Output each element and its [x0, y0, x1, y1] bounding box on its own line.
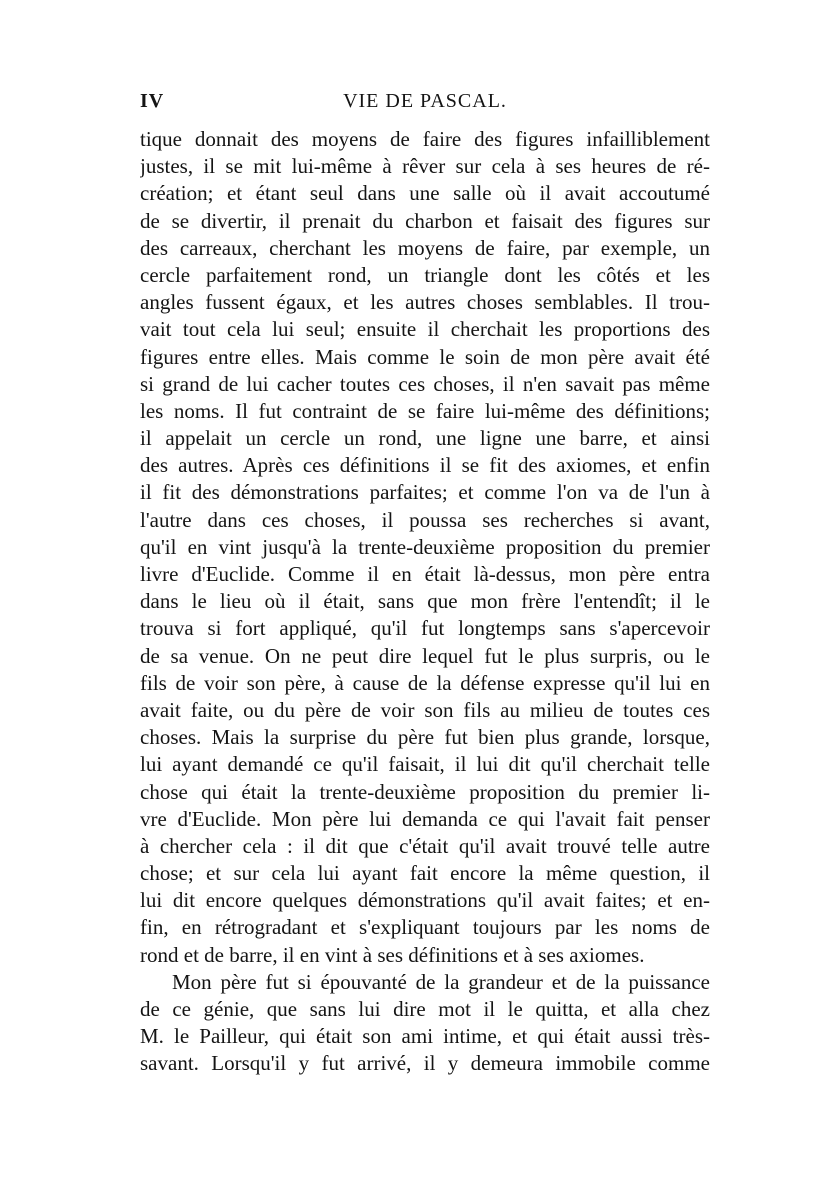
text-line: création; et étant seul dans une salle où il avait accoutumé	[140, 181, 710, 206]
text-line: choses. Mais la surprise du père fut bien plus grande, lorsque,	[140, 725, 710, 750]
text-line: justes, il se mit lui-même à rêver sur cela à ses heures de ré-	[140, 154, 710, 179]
paragraph-2	[140, 969, 710, 1078]
text-line: vait tout cela lui seul; ensuite il cherchait les proportions des	[140, 317, 710, 342]
text-line: il appelait un cercle un rond, une ligne une barre, et ainsi	[140, 426, 710, 451]
text-line: les noms. Il fut contraint de se faire lui-même des définitions;	[140, 398, 710, 423]
text-line: cercle parfaitement rond, un triangle dont les côtés et les	[140, 262, 710, 287]
text-line: fils de voir son père, à cause de la défense expresse qu'il lui en	[140, 670, 710, 695]
text-line: des autres. Après ces définitions il se fit des axiomes, et enfin	[140, 453, 710, 478]
text-line: avait faite, ou du père de voir son fils au milieu de toutes ces	[140, 697, 710, 722]
text-line: figures entre elles. Mais comme le soin de mon père avait été	[140, 344, 710, 369]
text-line: si grand de lui cacher toutes ces choses, il n'en savait pas même	[140, 371, 710, 396]
text-line: trouva si fort appliqué, qu'il fut longtemps sans s'apercevoir	[140, 616, 710, 641]
text-line: Mon père fut si épouvanté de la grandeur et de la puissance	[172, 969, 710, 994]
text-line: rond et de barre, il en vint à ses définitions et à ses axiomes.	[140, 942, 645, 967]
text-line: angles fussent égaux, et les autres choses semblables. Il trou-	[140, 290, 710, 315]
text-line: M. le Pailleur, qui était son ami intime, et qui était aussi très-	[140, 1024, 710, 1049]
text-line: lui ayant demandé ce qu'il faisait, il lui dit qu'il cherchait telle	[140, 752, 710, 777]
text-line: qu'il en vint jusqu'à la trente-deuxième proposition du premier	[140, 534, 710, 559]
text-line: l'autre dans ces choses, il poussa ses recherches si avant,	[140, 507, 710, 532]
text-line: à chercher cela : il dit que c'était qu'il avait trouvé telle autre	[140, 833, 710, 858]
text-line: vre d'Euclide. Mon père lui demanda ce qui l'avait fait penser	[140, 806, 710, 831]
text-line: de ce génie, que sans lui dire mot il le quitta, et alla chez	[140, 997, 710, 1021]
text-line: chose qui était la trente-deuxième proposition du premier li-	[140, 779, 710, 804]
text-line: de sa venue. On ne peut dire lequel fut le plus surpris, ou le	[140, 643, 710, 668]
text-line: livre d'Euclide. Comme il en était là-dessus, mon père entra	[140, 562, 710, 586]
text-line: il fit des démonstrations parfaites; et comme l'on va de l'un à	[140, 480, 710, 505]
text-line: savant. Lorsqu'il y fut arrivé, il y demeura immobile comme	[140, 1051, 710, 1076]
text-line: lui dit encore quelques démonstrations qu'il avait faites; et en-	[140, 888, 710, 913]
paragraph-1	[140, 126, 710, 969]
text-line: chose; et sur cela lui ayant fait encore la même question, il	[140, 861, 710, 886]
text-line: des carreaux, cherchant les moyens de faire, par exemple, un	[140, 235, 710, 260]
page-header	[140, 90, 710, 120]
body-text	[140, 126, 710, 1078]
text-line: fin, en rétrogradant et s'expliquant toujours par les noms de	[140, 915, 710, 940]
text-line: tique donnait des moyens de faire des figures infailliblement	[140, 127, 710, 151]
text-line: dans le lieu où il était, sans que mon frère l'entendît; il le	[140, 589, 710, 614]
page-number: IV	[140, 90, 165, 112]
text-line: de se divertir, il prenait du charbon et faisait des figures sur	[140, 208, 710, 233]
running-title: VIE DE PASCAL.	[343, 90, 507, 112]
